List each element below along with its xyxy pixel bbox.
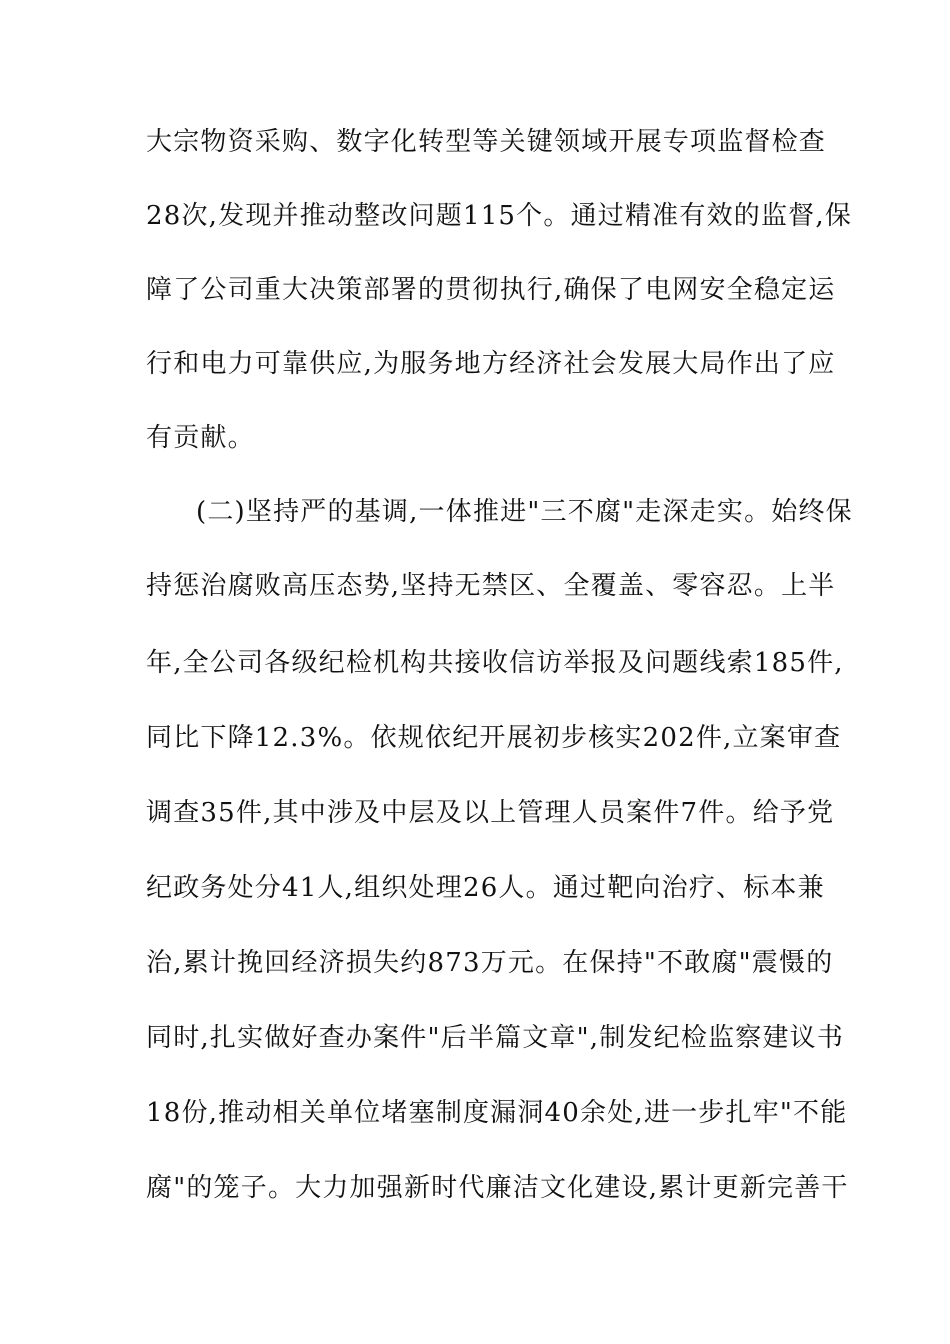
text-line: 纪政务处分41人,组织处理26人。通过靶向治疗、标本兼	[146, 873, 825, 903]
paragraph-heading-line: (二)坚持严的基调,一体推进"三不腐"走深走实。始终保	[196, 497, 853, 527]
text-line: 调查35件,其中涉及中层及以上管理人员案件7件。给予党	[146, 798, 835, 828]
text-line: 治,累计挽回经济损失约873万元。在保持"不敢腐"震慑的	[146, 948, 834, 978]
text-line: 同比下降12.3%。依规依纪开展初步核实202件,立案审查	[146, 723, 842, 753]
text-line: 有贡献。	[146, 423, 255, 453]
text-line: 年,全公司各级纪检机构共接收信访举报及问题线索185件,	[146, 648, 844, 678]
text-line: 大宗物资采购、数字化转型等关键领域开展专项监督检查	[146, 127, 827, 157]
text-line: 腐"的笼子。大力加强新时代廉洁文化建设,累计更新完善干	[146, 1173, 849, 1203]
text-line: 障了公司重大决策部署的贯彻执行,确保了电网安全稳定运	[146, 275, 836, 305]
text-line: 持惩治腐败高压态势,坚持无禁区、全覆盖、零容忍。上半	[146, 571, 836, 601]
text-line: 18份,推动相关单位堵塞制度漏洞40余处,进一步扎牢"不能	[146, 1098, 848, 1128]
text-line: 28次,发现并推动整改问题115个。通过精准有效的监督,保	[146, 201, 853, 231]
text-line: 行和电力可靠供应,为服务地方经济社会发展大局作出了应	[146, 349, 836, 379]
text-line: 同时,扎实做好查办案件"后半篇文章",制发纪检监察建议书	[146, 1023, 845, 1053]
